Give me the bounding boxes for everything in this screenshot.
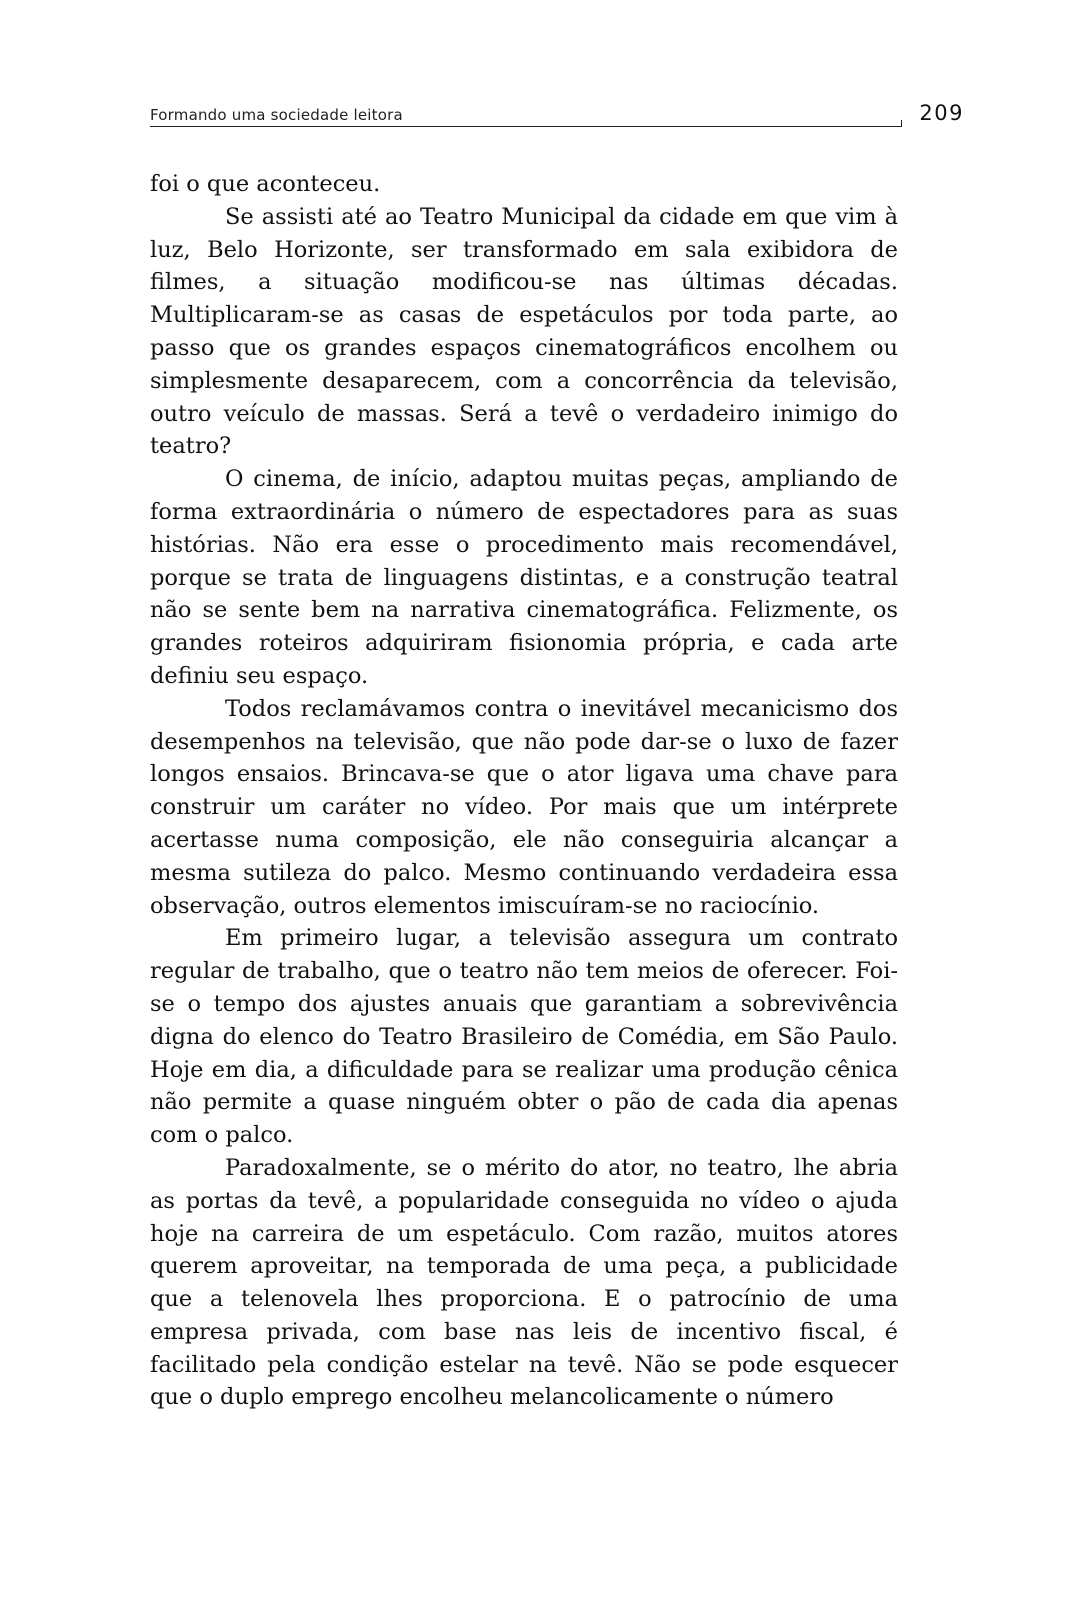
paragraph: Se assisti até ao Teatro Municipal da cidade em que vim à luz, Belo Horizonte, ser transformado em sala exibidora de filmes, a situação modificou-se nas últimas décadas. Multiplicaram-se as casas de espetáculos por toda parte, ao passo que os grandes espaços cinematográficos encolhem ou simplesmente desaparecem, com a concorrência da televisão, outro veículo de massas. Será a tevê o verdadeiro inimigo do teatro? — [150, 203, 898, 460]
header-rule-tick — [901, 120, 902, 126]
page-header — [150, 98, 964, 130]
header-rule — [150, 126, 902, 127]
paragraph: Em primeiro lugar, a televisão assegura um contrato regular de trabalho, que o teatro não tem meios de oferecer. Foi-se o tempo dos ajustes anuais que garantiam a sobrevivência digna do elenco do Teatro Brasileiro de Comédia, em São Paulo. Hoje em dia, a dificuldade para se realizar uma produção cênica não permite a quase ninguém obter o pão de cada dia apenas com o palco. — [150, 925, 898, 1149]
paragraph: Todos reclamávamos contra o inevitável mecanicismo dos desempenhos na televisão, que não pode dar-se o luxo de fazer longos ensaios. Brincava-se que o ator ligava uma chave para construir um caráter no vídeo. Por mais que um intérprete acertasse numa composição, ele não conseguiria alcançar a mesma sutileza do palco. Mesmo continuando verdadeira essa observação, outros elementos imiscuíram-se no raciocínio. — [150, 695, 898, 919]
page-number: 209 — [919, 101, 964, 125]
paragraph: Paradoxalmente, se o mérito do ator, no teatro, lhe abria as portas da tevê, a popularidade conseguida no vídeo o ajuda hoje na carreira de um espetáculo. Com razão, muitos atores querem aproveitar, na temporada de uma peça, a publicidade que a telenovela lhes proporciona. E o patrocínio de uma empresa privada, com base nas leis de incentivo fiscal, é facilitado pela condição estelar na tevê. Não se pode esquecer que o duplo emprego encolheu melancolicamente o número — [150, 1154, 898, 1411]
paragraph: O cinema, de início, adaptou muitas peças, ampliando de forma extraordinária o número de espectadores para as suas histórias. Não era esse o procedimento mais recomendável, porque se trata de linguagens distintas, e a construção teatral não se sente bem na narrativa cinematográfica. Felizmente, os grandes roteiros adquiriram fisionomia própria, e cada arte definiu seu espaço. — [150, 466, 898, 689]
running-title: Formando uma sociedade leitora — [150, 106, 403, 124]
body-text — [150, 168, 898, 1414]
paragraph-continuation: foi o que aconteceu. — [150, 171, 381, 197]
